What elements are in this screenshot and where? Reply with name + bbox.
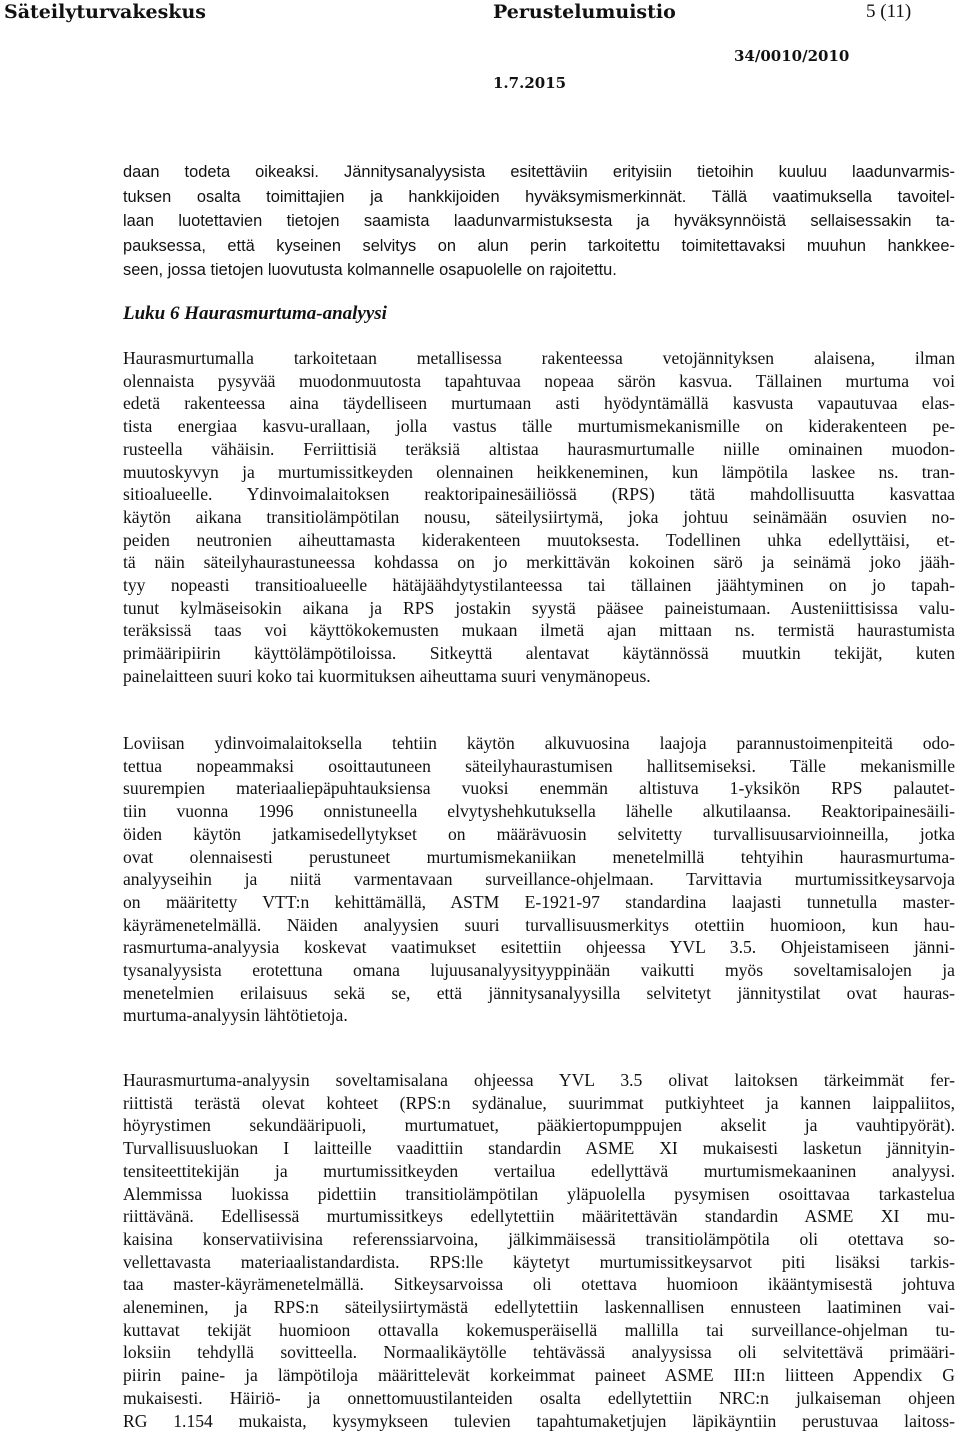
- text-line: RG 1.154 mukaista, kysymykseen tulevien tapahtumaketjujen läpikäyntiin perustuvaa laitoss-: [123, 1410, 955, 1431]
- text-line: murtuma-analyysin lähtötietoja.: [123, 1005, 348, 1026]
- text-line: muutoskyvyn ja murtumissitkeyden olennainen heikkeneminen, kun lämpötila laskee ns. tran-: [123, 461, 955, 482]
- text-line: Alemmissa luokissa pidettiin transitiolämpötilan yläpuolella pysymisen osoittavaa tarkastelua: [123, 1183, 955, 1204]
- text-line: tunut kylmäseisokin aikana ja RPS jostakin syystä pääsee paineistumaan. Austeniittisissa valu-: [123, 597, 955, 618]
- text-line: höyrystimen sekundääripuoli, murtumatuet, pääkiertopumppujen akselit ja vauhtipyörät).: [123, 1115, 955, 1136]
- text-line: kuttavat tekijät huomioon ottavalla kokemusperäisellä mallilla tai surveillance-ohjelman tu-: [123, 1319, 955, 1340]
- text-line: Turvallisuusluokan I laitteille vaadittiin standardin ASME XI mukaisesti lasketun jännityin-: [123, 1138, 955, 1159]
- text-line: tettua nopeammaksi osoittautuneen säteilyhaurastumisen hallitsemiseksi. Tälle mekanismille: [123, 755, 955, 776]
- text-line: riittistä terästä olevat kohteet (RPS:n sydänalue, suurimmat putkiyhteet ja kannen laippaliitos,: [123, 1092, 955, 1113]
- text-line: tista energiaa kasvu-urallaan, jolla vastus tälle murtumismekanismille on kiderakenteen pe-: [123, 416, 955, 437]
- text-line: Loviisan ydinvoimalaitoksella tehtiin käytön alkuvuosina laajoja parannustoimenpiteitä odo-: [123, 733, 955, 753]
- document-number: 34/0010/2010: [734, 47, 850, 65]
- text-line: Haurasmurtumalla tarkoitetaan metallisessa rakenteessa vetojännityksen alaisena, ilman: [123, 348, 955, 368]
- text-line: tysanalyysista erotettuna omana lujuusanalyysityyppinään vaikutti myös soveltamisalojen ja: [123, 960, 955, 981]
- text-line: rusteella vähäisin. Ferriittisiä teräksiä altistaa haurasmurtumalle niille ominainen muodon-: [123, 438, 955, 459]
- text-line: edetä rakenteessa aina täydelliseen murtumaan asti hyödyntämällä kasvusta vapautuvaa elas-: [123, 393, 955, 414]
- text-line: pauksessa, että kyseinen selvitys on alun perin tarkoitettu toimitettavaksi muuhun hankkee-: [123, 236, 955, 255]
- text-line: laan luotettavien tietojen saamista laadunvarmistuksesta ja hyväksynnöistä sellaisessakin ta-: [123, 212, 955, 231]
- document-type: Perustelumuistio: [493, 1, 676, 23]
- text-line: piirin paine- ja lämpötiloja määrittelevät korkeimmat paineet ASME III:n liitteen Appendix G: [123, 1365, 955, 1386]
- text-line: aleneminen, ja RPS:n säteilysiirtymästä edellytettiin laskennallisen ennusteen laatiminen vai-: [123, 1297, 955, 1318]
- text-line: seen, jossa tietojen luovutusta kolmannelle osapuolelle on rajoitettu.: [123, 261, 617, 280]
- text-line: tiin vuonna 1996 onnistuneella elvytyshehkutuksella lähelle alkutilaansa. Reaktoripainesäili-: [123, 801, 955, 822]
- text-line: on määritetty VTT:n kehittämällä, ASTM E-1921-97 standardina laajasti tunnetulla master-: [123, 891, 955, 912]
- text-line: sitioalueelle. Ydinvoimalaitoksen reaktoripainesäiliössä (RPS) tätä mahdollisuutta kasvattaa: [123, 484, 955, 505]
- text-line: tensiteettitekijän ja murtumissitkeyden vertailua edellyttävä murtumismekaaninen analyysi.: [123, 1160, 955, 1181]
- text-line: menetelmien erilaisuus sekä se, että jännitysanalyysilla selvitetyt jännitystilat ovat hauras-: [123, 982, 955, 1003]
- text-line: painelaitteen suuri koko tai kuormituksen aiheuttama suuri venymänopeus.: [123, 665, 651, 686]
- text-line: analyyseihin ja niitä varmentavaan surveillance-ohjelmaan. Tarvittavia murtumissitkeysarvoja: [123, 869, 955, 890]
- section-heading: Luku 6 Haurasmurtuma-analyysi: [123, 303, 387, 324]
- text-line: loksiin tehdyllä sovitteella. Normaalikäytölle tehtävässä analyysissa oli selvitettävä primääri-: [123, 1342, 955, 1363]
- paragraph-4: [123, 1069, 955, 1432]
- text-line: kaisina konservatiivisina referenssiarvoina, jälkimmäisessä transitiolämpötila oli otettava so-: [123, 1228, 955, 1249]
- text-line: daan todeta oikeaksi. Jännitysanalyysista esitettäviin erityisiin tietoihin kuuluu laadunvarmis-: [123, 163, 955, 181]
- text-line: vellettavasta materiaalistandardista. RPS:lle käytetyt murtumissitkeysarvot piti lisäksi tarkis-: [123, 1251, 955, 1272]
- organization-name: Säteilyturvakeskus: [4, 1, 206, 23]
- page-number: 5 (11): [866, 1, 912, 22]
- text-line: käytön aikana transitiolämpötilan nousu, säteilysiirtymä, joka johtuu seinämään osuvien no-: [123, 506, 955, 527]
- text-line: suurempien materiaaliepäpuhtauksiensa vuoksi enemmän altistuva 1-yksikön RPS palautet-: [123, 778, 955, 799]
- text-line: riittävänä. Edellisessä murtumissitkeys edellytettiin määritettävän standardin ASME XI mu-: [123, 1206, 955, 1227]
- text-line: olennaista pysyvää muodonmuutosta tapahtuvaa nopeaa särön kasvua. Tällainen murtuma voi: [123, 370, 955, 391]
- text-line: öiden käytön jatkamisedellytykset on määrävuosin selvitetty turvallisuusarvioinneilla, jotka: [123, 823, 955, 844]
- text-line: tä näin säteilyhaurastuneessa kohdassa on jo merkittävän kokoinen särö ja seinämä joko jääh-: [123, 552, 955, 573]
- text-line: ovat olennaisesti perustuneet murtumismekaniikan menetelmillä tehtyihin haurasmurtuma-: [123, 846, 955, 867]
- text-line: taa master-käyrämenetelmällä. Sitkeysarvoissa oli otettava huomioon ikääntymisestä johtuva: [123, 1274, 955, 1295]
- paragraph-2: [123, 347, 955, 688]
- document-date: 1.7.2015: [493, 74, 567, 92]
- paragraph-1: [123, 160, 955, 283]
- text-line: tyy nopeasti transitioalueelle hätäjäähdytystilanteessa tai tällainen jäähtyminen on jo tapah-: [123, 575, 955, 596]
- text-line: peiden neutronien aiheuttamasta kiderakenteen muutoksesta. Todellinen uhka edellyttäisi, et-: [123, 529, 955, 550]
- text-line: mukaisesti. Häiriö- ja onnettomuustilanteiden osalta edellytettiin NRC:n julkaiseman ohjeen: [123, 1387, 955, 1408]
- text-line: käyrämenetelmällä. Näiden analyysien suuri turvallisuusmerkitys otettiin huomioon, kun hau-: [123, 914, 955, 935]
- paragraph-3: [123, 732, 955, 1027]
- text-line: rasmurtuma-analyysia koskevat vaatimukset esitettiin ohjeessa YVL 3.5. Ohjeistamiseen jänni-: [123, 937, 955, 958]
- text-line: Haurasmurtuma-analyysin soveltamisalana ohjeessa YVL 3.5 olivat laitoksen tärkeimmät fer-: [123, 1070, 955, 1090]
- text-line: teräksissä taas voi käyttökokemusten mukaan ilmetä ajan mittaan ns. termistä haurastumista: [123, 620, 955, 641]
- text-line: tuksen osalta toimittajien ja hankkijoiden hyväksymismerkinnät. Tällä vaatimuksella tavoitel-: [123, 187, 955, 206]
- text-line: primääripiirin käyttölämpötiloissa. Sitkeyttä alentavat käytännössä muutkin tekijät, kuten: [123, 643, 955, 664]
